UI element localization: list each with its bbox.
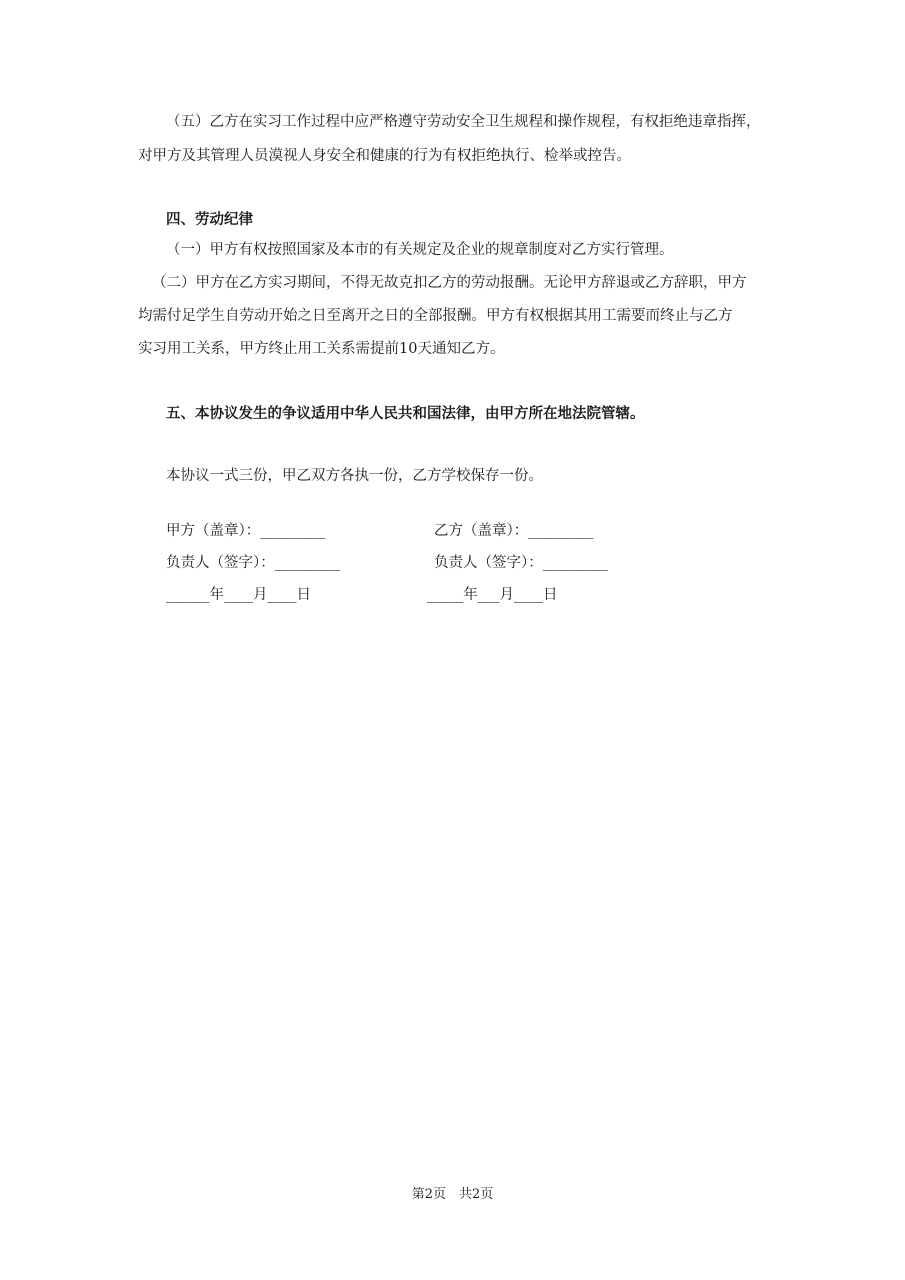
copies-note: 本协议一式三份，甲乙双方各执一份，乙方学校保存一份。 [166, 468, 543, 484]
party-a-seal-field: 甲方（盖章）：_________ [166, 523, 326, 539]
section-3-item-5-line-1: （五）乙方在实习工作过程中应严格遵守劳动安全卫生规程和操作规程，有权拒绝违章指挥， [166, 114, 761, 130]
section-5-heading: 五、本协议发生的争议适用中华人民共和国法律，由甲方所在地法院管辖。 [166, 405, 645, 422]
section-4-heading: 四、劳动纪律 [166, 211, 253, 228]
section-4-item-2-line-3: 实习用工关系，甲方终止用工关系需提前10天通知乙方。 [138, 341, 505, 357]
section-4-item-2-line-2: 均需付足学生自劳动开始之日至离开之日的全部报酬。甲方有权根据其用工需要而终止与乙方 [138, 308, 733, 324]
page-footer: 第2页 共2页 [411, 1187, 494, 1202]
party-b-date-field: _____年___月____日 [427, 587, 558, 603]
party-b-signer-field: 负责人（签字）：_________ [434, 555, 608, 571]
party-a-date-field: ______年____月____日 [166, 587, 311, 603]
party-b-seal-field: 乙方（盖章）：_________ [434, 523, 594, 539]
section-3-item-5-line-2: 对甲方及其管理人员漠视人身安全和健康的行为有权拒绝执行、检举或控告。 [138, 148, 631, 164]
section-4-item-2-line-1: （二）甲方在乙方实习期间，不得无故克扣乙方的劳动报酬。无论甲方辞退或乙方辞职，甲方 [152, 275, 747, 291]
section-4-item-1: （一）甲方有权按照国家及本市的有关规定及企业的规章制度对乙方实行管理。 [166, 242, 674, 258]
party-a-signer-field: 负责人（签字）：_________ [166, 555, 340, 571]
